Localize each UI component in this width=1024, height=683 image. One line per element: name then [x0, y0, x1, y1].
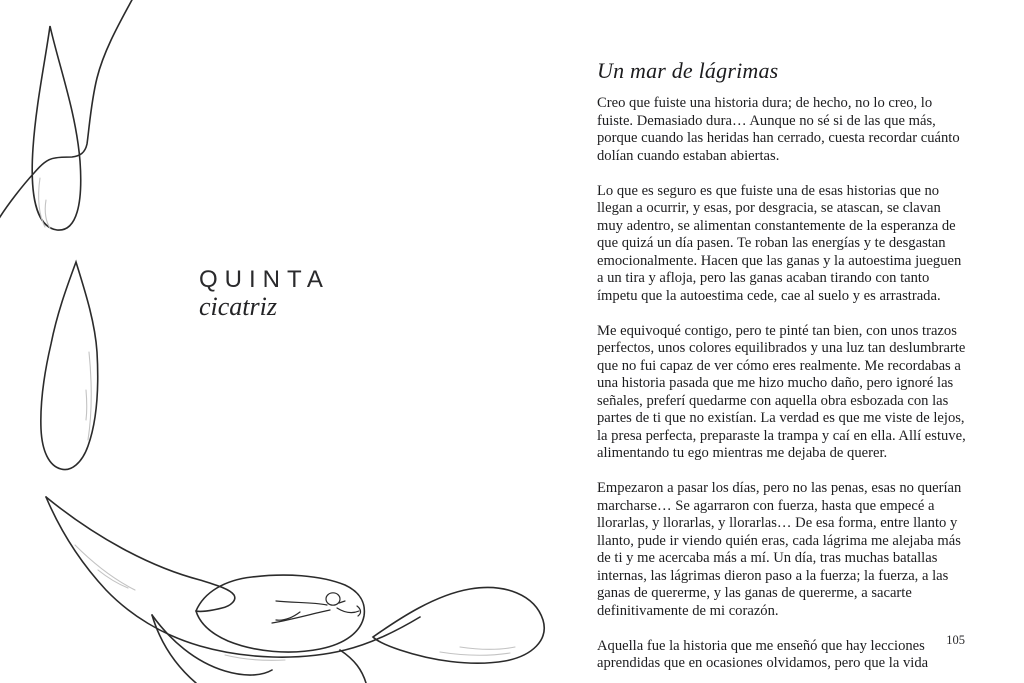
- chapter-title: Un mar de lágrimas: [597, 58, 779, 83]
- part-title-block: [199, 267, 330, 320]
- paragraph: Aquella fue la historia que me enseñó que hay lecciones aprendidas que en ocasiones olvidamos, pero que la vida: [597, 637, 929, 671]
- right-page: [597, 0, 977, 683]
- paragraph: Me equivoqué contigo, pero te pinté tan bien, con unos trazos perfectos, unos colores equilibrados y una luz tan deslumbrarte que no fui capaz de ver cómo eres realmente. Me recordabas a una historia pasada que me hizo mucho daño, pero ignoré las señales, preferí quedarme con aquella obra esbozada con las partes de ti que no existían. La verdad es que me viste de lejos, la presa perfecta, preparaste la trampa y caí en ella. Allí estuve, alimentando tu ego mientras me dejaba de querer.: [597, 322, 966, 461]
- teardrop-icon: [41, 262, 98, 470]
- page-number: 105: [946, 633, 965, 647]
- paragraph: Lo que es seguro es que fuiste una de esas historias que no llegan a ocurrir, y esas, por desgracia, se atascan, se clavan muy adentro, se alimentan constantemente de la esperanza de que quizá un día pasen. Te roban las energías y te desgastan emocionalmente. Hacen que las ganas y la autoestima jueguen a un tira y afloja, pero las ganas acaban tirando con tanto ímpetu que la autoestima cede, cae al suelo y es arrastrada.: [597, 182, 962, 304]
- paragraph: Creo que fuiste una historia dura; de hecho, no lo creo, lo fuiste. Demasiado dura… Aunque no sé si de las que más, porque cuando las heridas han cerrado, cuesta recordar cuánto dolían cuando estaban abiertas.: [597, 95, 960, 164]
- teardrop-wave-icon: [46, 497, 544, 683]
- chapter-body: [597, 95, 969, 683]
- swimmer-icon: [272, 593, 361, 623]
- part-subtitle: cicatriz: [199, 292, 277, 321]
- part-title: QUINTA: [199, 266, 330, 293]
- teardrop-icon: [0, 0, 133, 230]
- paragraph: Empezaron a pasar los días, pero no las penas, esas no querían marcharse… Se agarraron con fuerza, hasta que empecé a llorarlas, y llorarlas, y llorarlas… De esa forma, entre llanto y llanto, pude ir viendo quién eras, cada lágrima me alejaba más de ti y me acercaba más a mí. Un día, tras muchas batallas internas, las lágrimas dieron paso a la fuerza; la fuerza, a las ganas de quererme, y las ganas de quererme, a sacarte definitivamente de mi corazón.: [597, 480, 962, 619]
